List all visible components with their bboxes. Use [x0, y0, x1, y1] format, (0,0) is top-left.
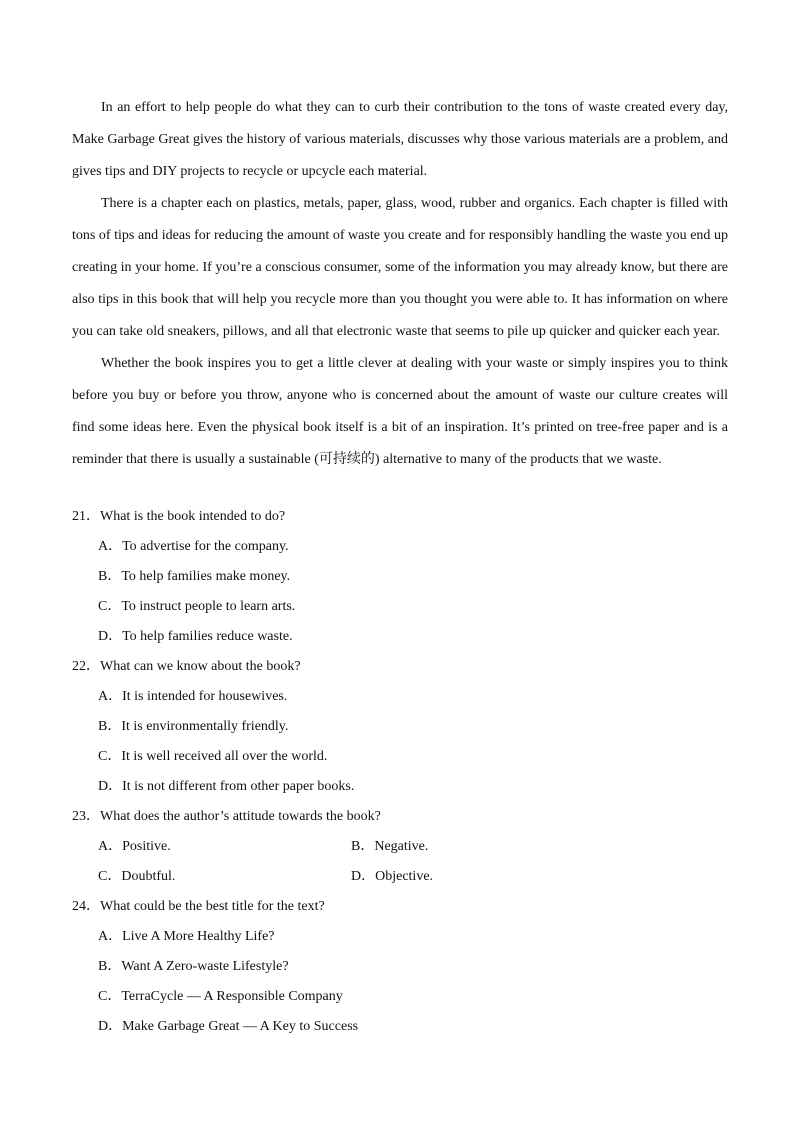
option-a: A．It is intended for housewives. [98, 689, 288, 704]
question-stem: 22．What can we know about the book? [72, 659, 301, 674]
option-c: C．It is well received all over the world. [98, 749, 328, 764]
option-d: D．It is not different from other paper books. [98, 779, 355, 794]
passage-paragraph: In an effort to help people do what they can to curb their contribution to the tons of waste created every day, Make Garbage Great gives the history of various materials, discusses why those various materials are a problem, and gives tips and DIY projects to recycle or upcycle each material. [72, 100, 728, 179]
option-d: D．Objective. [351, 869, 434, 884]
question-24 [72, 892, 728, 1042]
passage-paragraph: Whether the book inspires you to get a little clever at dealing with your waste or simply inspires you to think before you buy or before you throw, anyone who is concerned about the amount of waste our culture creates will find some ideas here. Even the physical book itself is a bit of an inspiration. It’s printed on tree-free paper and is a reminder that there is usually a sustainable (可持续的) alternative to many of the products that we waste. [72, 356, 728, 467]
option-c: C．Doubtful. [98, 869, 176, 884]
question-stem: 24．What could be the best title for the text? [72, 899, 325, 914]
question-23 [72, 802, 728, 892]
option-a: A．Live A More Healthy Life? [98, 929, 275, 944]
question-stem: 23．What does the author’s attitude towards the book? [72, 809, 381, 824]
option-d: D．Make Garbage Great — A Key to Success [98, 1019, 359, 1034]
question-stem: 21．What is the book intended to do? [72, 509, 286, 524]
question-list [72, 502, 728, 1042]
option-c: C．TerraCycle — A Responsible Company [98, 989, 343, 1004]
option-row [98, 832, 728, 862]
option-row [98, 862, 728, 892]
passage-paragraph: There is a chapter each on plastics, metals, paper, glass, wood, rubber and organics. Each chapter is filled with tons of tips and ideas for reducing the amount of waste you create and for responsibly handling the waste you end up creating in your home. If you’re a conscious consumer, some of the information you may already know, but there are also tips in this book that will help you recycle more than you thought you were able to. It has information on where you can take old sneakers, pillows, and all that electronic waste that seems to pile up quicker and quicker each year. [72, 196, 728, 339]
option-b: B．Want A Zero-waste Lifestyle? [98, 959, 289, 974]
option-c: C．To instruct people to learn arts. [98, 599, 296, 614]
option-a: A．To advertise for the company. [98, 539, 289, 554]
option-b: B．It is environmentally friendly. [98, 719, 289, 734]
option-a: A．Positive. [98, 839, 171, 854]
option-b: B．Negative. [351, 839, 429, 854]
question-22 [72, 652, 728, 802]
option-b: B．To help families make money. [98, 569, 291, 584]
question-21 [72, 502, 728, 652]
option-d: D．To help families reduce waste. [98, 629, 293, 644]
reading-passage [72, 92, 728, 476]
